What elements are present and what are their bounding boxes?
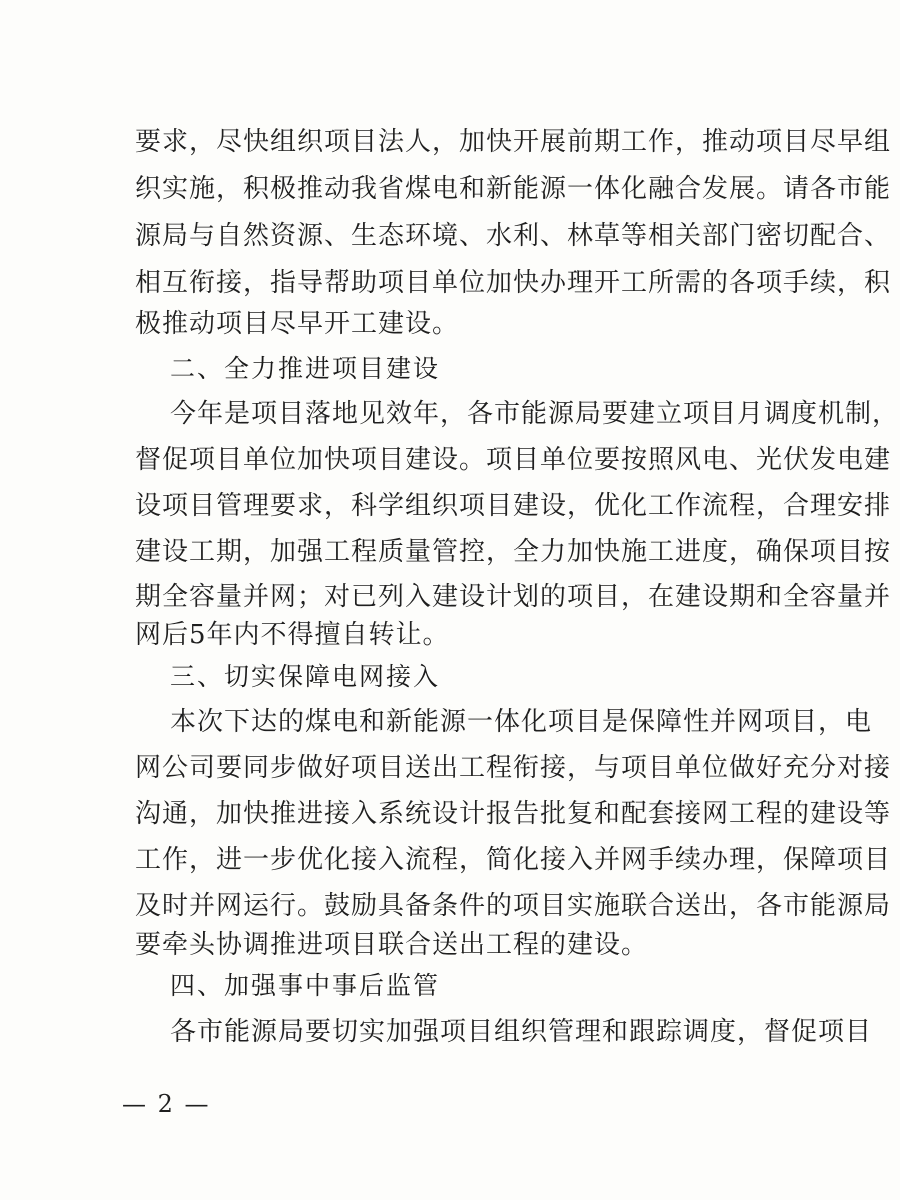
page-number: — 2 — <box>122 1090 211 1118</box>
section-heading-3: 三、切实保障电网接入 <box>170 662 441 691</box>
paragraph-2-line-5: 期全容量并网；对已列入建设计划的项目，在建设期和全容量并 <box>135 582 892 612</box>
paragraph-2-line-1: 今年是项目落地见效年，各市能源局要建立项目月调度机制， <box>170 399 900 429</box>
paragraph-2-line-2: 督促项目单位加快项目建设。项目单位要按照风电、光伏发电建 <box>135 445 892 475</box>
paragraph-1-line-3: 源局与自然资源、生态环境、水利、林草等相关部门密切配合、 <box>135 221 892 251</box>
paragraph-1-line-2: 织实施，积极推动我省煤电和新能源一体化融合发展。请各市能 <box>135 174 892 204</box>
paragraph-2-line-6: 网后5年内不得擅自转让。 <box>135 620 450 650</box>
section-heading-2: 二、全力推进项目建设 <box>170 354 441 383</box>
paragraph-1-line-4: 相互衔接，指导帮助项目单位加快办理开工所需的各项手续，积 <box>135 268 892 298</box>
paragraph-3-line-6: 要牵头协调推进项目联合送出工程的建设。 <box>135 930 649 960</box>
paragraph-3-line-5: 及时并网运行。鼓励具备条件的项目实施联合送出，各市能源局 <box>135 891 892 921</box>
paragraph-2-line-3: 设项目管理要求，科学组织项目建设，优化工作流程，合理安排 <box>135 491 892 521</box>
section-heading-4: 四、加强事中事后监管 <box>170 971 441 1000</box>
paragraph-4-line-1: 各市能源局要切实加强项目组织管理和跟踪调度，督促项目 <box>170 1017 873 1047</box>
paragraph-3-line-3: 沟通，加快推进接入系统设计报告批复和配套接网工程的建设等 <box>135 799 892 829</box>
paragraph-3-line-4: 工作，进一步优化接入流程，简化接入并网手续办理，保障项目 <box>135 845 892 875</box>
paragraph-2-line-4: 建设工期，加强工程质量管控，全力加快施工进度，确保项目按 <box>135 537 892 567</box>
paragraph-1-line-5: 极推动项目尽早开工建设。 <box>135 309 460 339</box>
paragraph-3-line-2: 网公司要同步做好项目送出工程衔接，与项目单位做好充分对接 <box>135 753 892 783</box>
paragraph-3-line-1: 本次下达的煤电和新能源一体化项目是保障性并网项目，电 <box>170 707 873 737</box>
paragraph-1-line-1: 要求，尽快组织项目法人，加快开展前期工作，推动项目尽早组 <box>135 127 892 157</box>
